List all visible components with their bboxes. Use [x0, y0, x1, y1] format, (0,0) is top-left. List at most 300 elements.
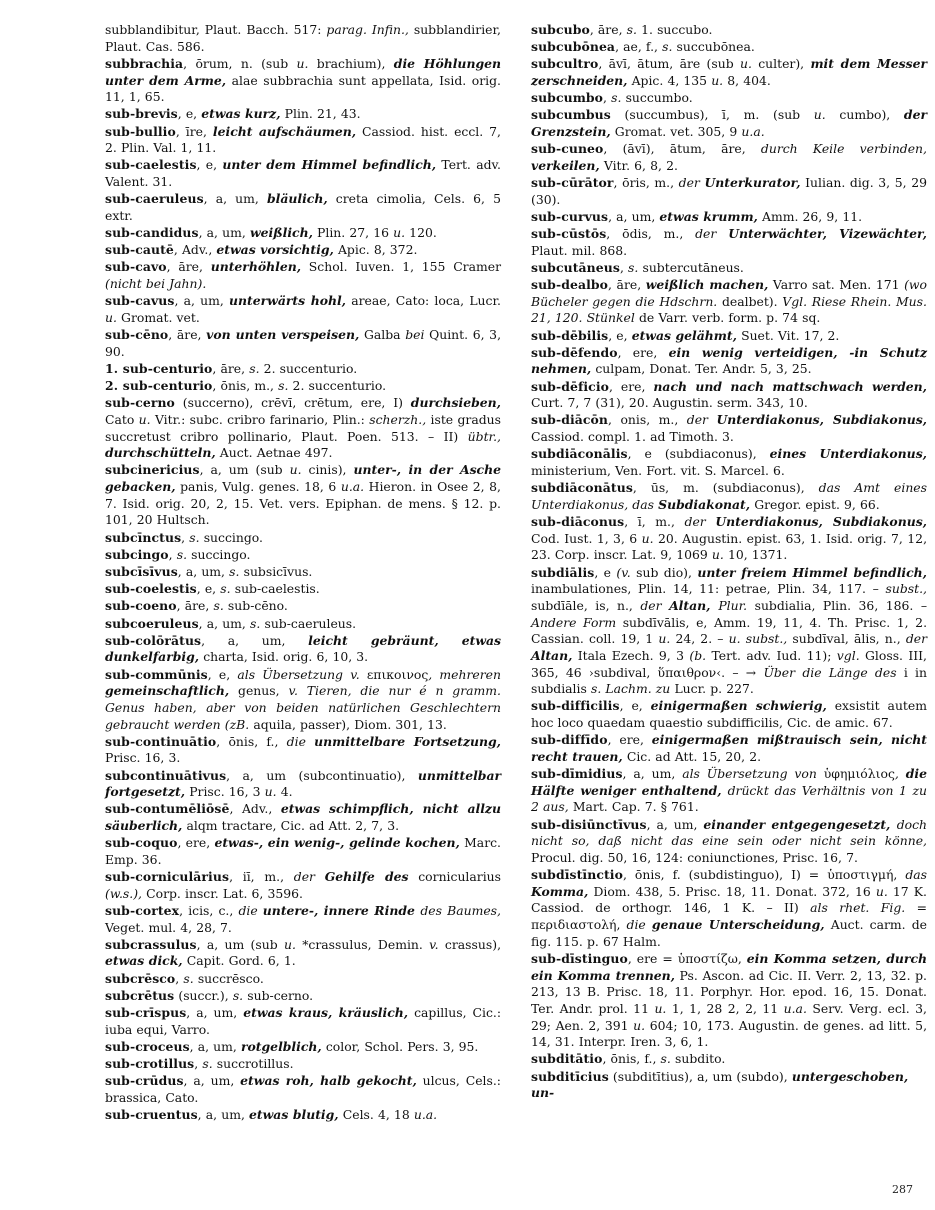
entry-text: ,: [181, 529, 190, 545]
entry-text: , e,: [207, 666, 238, 682]
entry-text: subtercutāneus.: [638, 259, 744, 275]
entry-german-gloss: etwas kurz,: [201, 106, 281, 122]
entry-italic-note: Plur.: [718, 597, 755, 613]
entry-italic-note: der: [905, 631, 927, 647]
entry-text: Schol. Iuven. 1, 155 Cramer: [301, 259, 501, 275]
entry-text: , a, um,: [203, 191, 267, 207]
entry-text: , e,: [196, 157, 223, 173]
entry-italic-note: der: [686, 412, 717, 428]
entry-text: ,: [603, 90, 612, 106]
entry-headword: sub-cuneo: [531, 141, 604, 157]
page-number: 287: [892, 1183, 913, 1196]
entry-german-gloss: die Höhlungen unter dem Arme,: [105, 55, 502, 88]
entry-text: , a, um,: [189, 1038, 241, 1054]
entry-german-gloss: unter freiem Himmel befindlich,: [697, 564, 927, 580]
entry-italic-note: als Übersetzung von: [682, 766, 824, 782]
entry-italic-note: u.: [289, 462, 302, 478]
dictionary-entry: [105, 598, 501, 615]
entry-text: Cato: [105, 411, 139, 427]
entry-headword: subcinericius: [105, 462, 200, 478]
entry-text: Diom. 438, 5. Prisc. 18, 11. Donat. 372, 16: [588, 883, 876, 899]
entry-german-gloss: mit dem Messer zerschneiden,: [531, 56, 927, 89]
dictionary-entry: [105, 937, 501, 970]
dictionary-entry: [105, 378, 501, 395]
entry-text: ,: [175, 970, 184, 986]
entry-text: 17 K. Cassiod. de orthogr. 146, 1 K. – II): [531, 883, 927, 916]
entry-text: , e,: [608, 327, 632, 343]
entry-italic-note: die: [286, 733, 315, 749]
entry-text: Curt. 7, 7 (31), 20. Augustin. serm. 343, 10.: [531, 395, 808, 411]
entry-italic-note: Andere Form: [531, 614, 623, 630]
entry-text: ,: [616, 917, 627, 933]
entry-german-gloss: etwas dick,: [105, 953, 183, 969]
entry-text: Prisc. 16, 3.: [105, 750, 181, 766]
entry-headword: subdiālis: [531, 564, 595, 580]
entry-german-gloss: Altan,: [531, 647, 573, 663]
entry-text: , ī, m.,: [624, 513, 685, 529]
entry-text: subdīāle, is, n.,: [531, 597, 641, 613]
entry-headword: sub-caeruleus: [105, 191, 204, 207]
entry-text: Gregor. epist. 9, 66.: [750, 496, 880, 512]
entry-text: , e: [594, 564, 617, 580]
entry-text: panis, Vulg. genes. 18, 6: [175, 479, 341, 495]
entry-headword: sub-disiūnctīvus: [531, 816, 647, 832]
entry-text: Serv. Verg. ecl. 3, 29; Aen. 2, 391: [531, 1000, 928, 1033]
dictionary-entry: [531, 141, 927, 174]
entry-german-gloss: durchschütteln,: [105, 445, 216, 461]
entry-text: ministerium, Ven. Fort. vit. S. Marcel. 6.: [531, 462, 785, 478]
entry-headword: subcoeruleus: [105, 615, 199, 631]
entry-italic-note: u.: [633, 1017, 646, 1033]
entry-headword: subdīstīnctio: [531, 867, 623, 883]
right-column: [531, 22, 927, 1103]
entry-text: 2. succenturio.: [288, 378, 387, 394]
dictionary-entry: [105, 667, 501, 734]
entry-text: , ae, f.,: [615, 39, 663, 55]
entry-text: 1, 1, 28 2, 2, 11: [666, 1000, 784, 1016]
entry-italic-note: doch nicht so, daß nicht das eine sein oder nicht sein könne,: [531, 816, 927, 849]
entry-text: ulcus, Cels.: brassica, Cato.: [105, 1073, 501, 1105]
entry-italic-note: des Baumes,: [420, 902, 501, 918]
entry-text: (succumbus), ī, m. (sub: [610, 107, 814, 123]
entry-italic-note: u.: [654, 1000, 667, 1016]
entry-text: ,: [619, 259, 629, 275]
entry-text: , ōnis, f.,: [216, 733, 287, 749]
entry-italic-note: scherzh.,: [369, 411, 427, 427]
entry-text: Varro sat. Men. 171: [768, 277, 905, 293]
dictionary-entry: [531, 565, 927, 698]
entry-german-gloss: rotgelblich,: [241, 1038, 322, 1054]
entry-text: , icis, c.,: [179, 902, 239, 918]
entry-text: , (āvī), ātum, āre,: [603, 141, 761, 157]
entry-greek-term: επικοινος: [366, 666, 429, 682]
entry-german-gloss: ein wenig verteidigen, -in Schutz nehmen,: [531, 344, 927, 377]
entry-headword: sub-diācōn: [531, 412, 609, 428]
entry-german-gloss: nach und nach mattschwach werden,: [653, 378, 927, 394]
entry-text: succubōnea.: [672, 39, 755, 55]
entry-headword: subcingo: [105, 546, 169, 562]
entry-italic-note: s.: [183, 970, 194, 986]
entry-text: , a, um,: [198, 615, 251, 631]
entry-italic-note: u.: [711, 73, 724, 89]
dictionary-entry: [105, 633, 501, 666]
entry-german-gloss: unterwärts hohl,: [229, 293, 346, 309]
entry-text: Gromat. vet. 305, 9: [610, 124, 742, 140]
entry-german-gloss: etwas vorsichtig,: [216, 242, 334, 258]
entry-headword: sub-dīstinguo: [531, 950, 628, 966]
dictionary-entry: [105, 564, 501, 581]
entry-italic-note: u.: [138, 411, 151, 427]
entry-text: Cassiod. hist. eccl. 7, 2. Plin. Val. 1, 11.: [105, 123, 501, 156]
dictionary-entry: [105, 56, 501, 106]
dictionary-entry: [531, 226, 927, 259]
entry-italic-note: s.: [229, 564, 240, 579]
dictionary-entry: [105, 801, 501, 834]
dictionary-entry: [105, 191, 501, 224]
entry-italic-note: (nicht bei Jahn).: [105, 276, 207, 292]
entry-italic-note: u.a.: [340, 479, 365, 495]
entry-text: succumbo.: [621, 90, 693, 106]
entry-italic-note: s.: [220, 581, 231, 597]
entry-headword: subcontinuātivus: [105, 767, 227, 783]
entry-text: , e,: [196, 581, 221, 597]
entry-greek-term: ὕπαιθρον: [657, 664, 717, 680]
entry-text: subsicīvus.: [239, 564, 313, 579]
entry-headword: subcubo: [531, 22, 590, 37]
entry-headword: sub-difficilis: [531, 698, 620, 714]
entry-italic-note: durch Keile verbinden,: [760, 141, 927, 157]
dictionary-entry: [531, 766, 927, 816]
entry-german-gloss: untergeschoben, un-: [531, 1068, 909, 1101]
entry-german-gloss: Unterkurator,: [704, 175, 801, 191]
entry-italic-note: s.: [176, 546, 188, 562]
entry-german-gloss: unmittelbare Fortsetzung,: [314, 733, 501, 749]
entry-italic-note: der: [695, 226, 729, 242]
entry-german-gloss: etwas gelähmt,: [631, 327, 737, 343]
entry-text: charta, Isid. orig. 6, 10, 3.: [199, 649, 369, 665]
entry-text: subdito.: [670, 1051, 726, 1067]
entry-text: , ere,: [177, 835, 215, 851]
entry-german-gloss: etwas krumm,: [659, 208, 758, 224]
entry-headword: subcumbo: [531, 90, 604, 106]
entry-italic-note: (b.: [689, 647, 712, 663]
entry-headword: subcīnctus: [105, 529, 182, 545]
entry-text: Itala Ezech. 9, 3: [572, 647, 690, 663]
entry-italic-note: (wo Bücheler gegen die Hdschrn.: [531, 277, 927, 309]
entry-headword: subdiāconātus: [531, 480, 633, 496]
entry-headword: sub-dīmidius: [531, 766, 623, 782]
dictionary-entry: [531, 209, 927, 226]
dictionary-entry: [531, 277, 927, 327]
entry-text: , Adv.,: [173, 242, 217, 258]
entry-headword: sub-bullio: [105, 123, 176, 139]
entry-text: (subditītius), a, um (subdo),: [608, 1068, 792, 1084]
entry-german-gloss: von unten verspeisen,: [206, 327, 360, 343]
entry-text: , a, um,: [608, 208, 660, 224]
entry-german-gloss: verkeilen,: [531, 157, 600, 173]
entry-text: subdīvālis, e, Amm. 19, 11, 4. Th. Prisc. 1, 2. Cassian. coll. 19, 1: [531, 614, 928, 647]
entry-text: inambulationes, Plin. 14, 11: petrae, Plin. 34, 117. –: [531, 581, 886, 597]
entry-german-gloss: etwas roh, halb gekocht,: [240, 1073, 417, 1089]
dictionary-entry: [105, 1039, 501, 1056]
entry-text: , āre,: [166, 259, 211, 275]
entry-italic-note: das Amt eines Unterdiakonus, das: [531, 480, 927, 512]
entry-headword: sub-cēno: [105, 327, 169, 343]
dictionary-entry: [531, 260, 927, 277]
entry-text: succingo.: [187, 546, 251, 562]
entry-text: 120.: [405, 225, 437, 241]
dictionary-entry: [105, 462, 501, 529]
entry-text: ,: [737, 950, 747, 966]
dictionary-entry: [531, 56, 927, 89]
entry-german-gloss: etwas schimpflich, nicht allzu säuberlich,: [105, 801, 501, 834]
entry-text: aquila, passer), Diom. 301, 13.: [249, 716, 447, 732]
entry-text: , ere =: [627, 950, 678, 966]
entry-text: Hieron. in Osee 2, 8, 7. Isid. orig. 20, 2, 15. Vet. vers. Epiphan. de mens. § 12. p. 101, 20 Hultsch.: [105, 479, 501, 528]
entry-text: , āre,: [212, 360, 250, 376]
entry-italic-note: s.: [232, 987, 244, 1003]
entry-text: , ōnis, f.,: [602, 1051, 661, 1067]
entry-text: , ere,: [609, 378, 654, 394]
entry-headword: sub-cavo: [105, 259, 167, 275]
entry-german-gloss: unterhöhlen,: [210, 259, 302, 275]
entry-text: sub-caelestis.: [230, 581, 320, 597]
entry-italic-note: s.: [660, 1051, 671, 1067]
entry-text: Cod. Iust. 1, 3, 6: [531, 530, 642, 546]
dictionary-entry: [531, 107, 927, 140]
entry-italic-note: der: [678, 175, 705, 191]
entry-text: sub-caeruleus.: [260, 615, 357, 631]
entry-headword: subcīsīvus: [105, 564, 178, 579]
entry-text: , āre,: [168, 327, 207, 343]
entry-headword: sub-curvus: [531, 208, 609, 224]
entry-headword: sub-croceus: [105, 1038, 190, 1054]
entry-headword: subcrassulus: [105, 936, 197, 952]
entry-text: Amm. 26, 9, 11.: [757, 208, 863, 224]
dictionary-entry: [531, 328, 927, 345]
dictionary-entry: [105, 988, 501, 1005]
entry-headword: subditīcius: [531, 1068, 609, 1084]
entry-text: subblandirier, Plaut. Cas. 586.: [105, 22, 501, 54]
dictionary-entry: [105, 869, 501, 902]
entry-text: , a, um,: [646, 816, 704, 832]
entry-italic-note: v.: [429, 936, 439, 952]
entry-text: , a, um,: [198, 225, 250, 241]
entry-italic-note: s.: [662, 39, 673, 55]
entry-text: brachium),: [308, 55, 394, 71]
entry-text: Gromat. vet.: [116, 309, 200, 325]
entry-german-gloss: weißlich,: [249, 225, 313, 241]
dictionary-entry: [105, 616, 501, 633]
entry-text: , a, um,: [177, 564, 230, 579]
entry-german-gloss: Unterdiakonus, Subdiakonus,: [716, 412, 928, 428]
entry-italic-note: als rhet. Fig.: [810, 900, 917, 916]
entry-headword: sub-crīspus: [105, 1004, 187, 1020]
dictionary-entry: [105, 242, 501, 259]
entry-headword: sub-candidus: [105, 225, 199, 241]
dictionary-entry: [531, 480, 927, 513]
entry-italic-note: der: [640, 597, 670, 613]
entry-text: succingo.: [199, 529, 263, 545]
entry-german-gloss: die Hälfte weniger enthaltend,: [531, 766, 927, 798]
entry-headword: sub-contumēliōsē: [105, 801, 230, 817]
entry-headword: sub-crūdus: [105, 1073, 184, 1089]
entry-greek-term: ὑποστιγμή: [827, 867, 894, 883]
entry-text: , iī, m.,: [229, 869, 294, 885]
entry-headword: 1. sub-centurio: [105, 360, 213, 376]
entry-text: , e,: [619, 698, 651, 714]
dictionary-entry: [105, 547, 501, 564]
entry-text: Auct. Aetnae 497.: [215, 445, 333, 461]
entry-greek-term: περιδιαστολή: [531, 917, 617, 933]
entry-text: , a, um,: [201, 632, 309, 648]
entry-headword: sub-cerno: [105, 395, 175, 411]
entry-text: alae subbrachia sunt appellata, Isid. orig. 11, 1, 65.: [105, 72, 501, 105]
entry-greek-term: ὑφημιόλιος: [823, 766, 895, 782]
entry-headword: sub-coeno: [105, 598, 177, 614]
entry-headword: sub-corniculārius: [105, 869, 230, 885]
entry-headword: sub-colōrātus: [105, 632, 202, 648]
dictionary-entry: [105, 768, 501, 801]
entry-headword: subcrētus: [105, 987, 175, 1003]
entry-text: (succr.),: [174, 987, 233, 1003]
entry-italic-note: u.: [875, 883, 888, 899]
entry-text: succrēsco.: [193, 970, 264, 986]
dictionary-entry: [531, 867, 927, 950]
entry-text: Quint. 6, 3, 90.: [105, 327, 502, 359]
entry-german-gloss: durchsieben,: [410, 395, 501, 411]
entry-italic-note: u.: [296, 55, 309, 71]
dictionary-entry: [531, 446, 927, 479]
entry-headword: subdiāconālis: [531, 446, 628, 462]
entry-text: 8, 404.: [723, 73, 771, 89]
entry-italic-note: s.: [249, 360, 260, 376]
entry-german-gloss: Altan,: [669, 597, 719, 613]
entry-text: , āvī, ātum, āre (sub: [598, 56, 740, 72]
entry-text: subblandibitur, Plaut. Bacch. 517:: [105, 22, 327, 37]
entry-headword: sub-brevis: [105, 106, 178, 122]
left-column: [105, 22, 501, 1124]
entry-text: , a, um,: [183, 1073, 241, 1089]
entry-italic-note: s.: [611, 90, 622, 106]
dictionary-entry: [531, 412, 927, 445]
entry-text: , ere,: [607, 732, 652, 748]
entry-german-gloss: unmittelbar fortgesetzt,: [105, 767, 501, 800]
entry-greek-term: ὑποστίζω: [677, 950, 738, 966]
entry-headword: sub-dēficio: [531, 378, 609, 394]
entry-headword: sub-cautē: [105, 242, 174, 258]
entry-text: , ōdis, m.,: [606, 226, 696, 242]
entry-text: Gloss. III, 365, 46 ›subdival,: [531, 647, 927, 680]
entry-text: , onis, m.,: [608, 412, 687, 428]
entry-text: Suet. Vit. 17, 2.: [736, 327, 840, 343]
dictionary-entry: [531, 1069, 927, 1102]
entry-text: crassus),: [438, 936, 502, 952]
entry-italic-note: s.: [250, 615, 261, 631]
entry-text: creta cimolia, Cels. 6, 5 extr.: [105, 191, 501, 223]
entry-text: ,: [893, 867, 906, 883]
dictionary-entry: [105, 361, 501, 378]
entry-italic-note: , mehreren: [428, 666, 501, 682]
dictionary-entry: [531, 90, 927, 107]
entry-text: sub-cerno.: [243, 987, 314, 1003]
entry-italic-note: u.: [813, 107, 826, 123]
dictionary-entry: [105, 530, 501, 547]
entry-italic-note: u.: [393, 225, 406, 241]
entry-text: Apic. 4, 135: [627, 73, 712, 89]
dictionary-entry: [105, 293, 501, 326]
entry-text: , Adv.,: [229, 801, 281, 817]
entry-german-gloss: etwas blutig,: [249, 1107, 339, 1122]
entry-headword: sub-cruentus: [105, 1107, 198, 1122]
entry-text: , e,: [177, 106, 202, 122]
entry-headword: sub-coquo: [105, 835, 178, 851]
entry-italic-note: der: [684, 513, 716, 529]
entry-italic-note: Vgl. Riese Rhein. Mus. 21, 120. Stünkel: [531, 293, 927, 326]
entry-text: , ōnis, f. (subdistinguo), I) =: [622, 867, 828, 883]
dictionary-entry: [105, 903, 501, 936]
entry-text: Galba: [359, 327, 406, 343]
entry-german-gloss: einigermaßen mißtrauisch sein, nicht recht trauen,: [531, 732, 927, 764]
entry-text: (succerno), crēvī, crētum, ere, I): [174, 395, 411, 411]
entry-german-gloss: genaue Unterscheidung,: [651, 917, 825, 933]
entry-text: culter),: [751, 56, 811, 72]
entry-italic-note: u.: [264, 784, 277, 800]
dictionary-entry: [531, 1051, 927, 1068]
entry-text: , ōris, m.,: [613, 175, 679, 191]
entry-text: sub dio),: [636, 564, 698, 580]
entry-text: i in subdialis: [531, 664, 927, 697]
entry-text: , ōnis, m.,: [212, 378, 279, 394]
entry-text: Lucr. p. 227.: [674, 681, 754, 697]
entry-headword: subcutāneus: [531, 259, 620, 275]
entry-german-gloss: gemeinschaftlich,: [105, 683, 230, 699]
entry-german-gloss: Unterdiakonus, Subdiakonus,: [715, 513, 927, 529]
entry-headword: sub-cūstōs: [531, 226, 607, 242]
entry-text: cinis),: [301, 462, 354, 478]
entry-italic-note: s.: [202, 1055, 213, 1071]
entry-text: , a, um,: [174, 293, 230, 309]
entry-italic-note: u.a.: [413, 1107, 438, 1122]
entry-headword: 2. sub-centurio: [105, 378, 213, 394]
entry-italic-note: s.: [278, 378, 289, 394]
entry-italic-note: (v.: [616, 564, 637, 580]
entry-text: , ere,: [617, 344, 669, 360]
dictionary-entry: [105, 1107, 501, 1124]
entry-headword: sub-coelestis: [105, 581, 197, 597]
entry-headword: subcultro: [531, 56, 599, 72]
entry-italic-note: u.a.: [783, 1000, 807, 1016]
dictionary-entry: [531, 514, 927, 564]
dictionary-entry: [531, 951, 927, 1051]
entry-text: areae, Cato: loca, Lucr.: [346, 293, 501, 309]
entry-text: ‹. – →: [716, 664, 764, 680]
entry-text: Veget. mul. 4, 28, 7.: [105, 919, 232, 935]
entry-italic-note: u. subst.,: [728, 631, 793, 647]
entry-text: Marc. Emp. 36.: [105, 835, 502, 867]
entry-text: , āre,: [176, 598, 214, 614]
entry-german-gloss: leicht aufschäumen,: [212, 123, 357, 139]
entry-text: 604; 10, 173. Augustin. de genes. ad litt. 5, 14, 31. Interpr. Iren. 3, 6, 1.: [531, 1017, 928, 1050]
entry-headword: sub-dēfendo: [531, 344, 618, 360]
entry-german-gloss: unter dem Himmel befindlich,: [222, 157, 437, 173]
entry-italic-note: u.a.: [741, 124, 765, 140]
entry-italic-note: s.: [626, 22, 637, 37]
entry-italic-note: der: [293, 869, 325, 885]
entry-headword: subcumbus: [531, 107, 611, 123]
entry-headword: sub-diffīdo: [531, 732, 608, 748]
entry-text: de Varr. verb. form. p. 74 sq.: [638, 310, 821, 326]
